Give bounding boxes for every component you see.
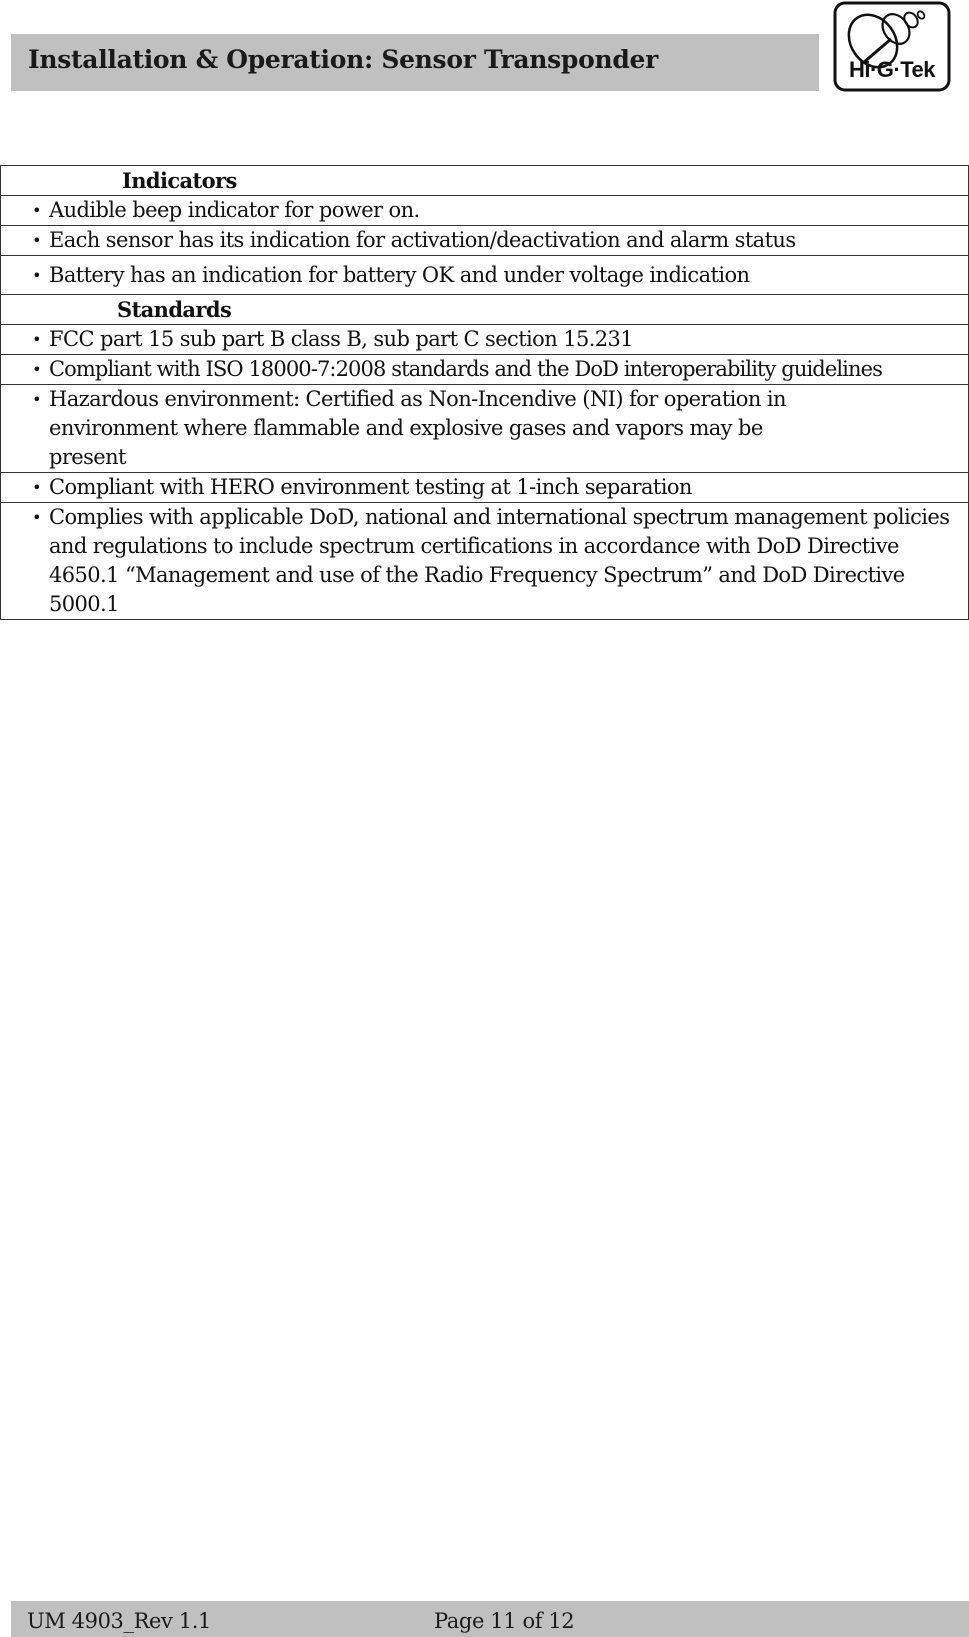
bullet-icon: • <box>32 265 41 285</box>
bullet-icon: • <box>32 201 41 220</box>
section-heading-indicators: Indicators <box>122 168 237 193</box>
table-row <box>1 256 969 295</box>
section-heading-row <box>1 166 969 196</box>
page-number: Page 11 of 12 <box>434 1609 575 1633</box>
table-cell <box>1 385 969 473</box>
list-item: Compliant with ISO 18000-7:2008 standards and the DoD interoperability guidelines <box>49 357 883 381</box>
table-row <box>1 473 969 503</box>
document-id: UM 4903_Rev 1.1 <box>27 1609 211 1633</box>
table-cell <box>1 503 969 620</box>
list-item: Hazardous environment: Certified as Non-Incendive (NI) for operation in environment where flammable and explosive gases and vapors may be present <box>49 387 786 469</box>
footer-bar <box>11 1601 969 1637</box>
table-cell <box>1 196 969 226</box>
bullet-icon: • <box>32 360 41 379</box>
page-title: Installation & Operation: Sensor Transponder <box>28 45 658 74</box>
table-row <box>1 385 969 473</box>
hi-g-tek-logo <box>833 1 951 92</box>
table-row <box>1 503 969 620</box>
bullet-icon: • <box>32 231 41 250</box>
list-item: Complies with applicable DoD, national and international spectrum management policies and regulations to include spectrum certifications in accordance with DoD Directive 4650.1 “Management and use of the Radio Frequency Spectrum” and DoD Directive 5000.1 <box>49 505 950 616</box>
table-cell <box>1 473 969 503</box>
table-row <box>1 355 969 385</box>
list-item: Audible beep indicator for power on. <box>49 198 420 222</box>
table-cell <box>1 355 969 385</box>
list-item: Compliant with HERO environment testing at 1-inch separation <box>49 475 692 499</box>
table-cell <box>1 256 969 295</box>
section-heading-standards: Standards <box>117 297 232 322</box>
table-row <box>1 325 969 355</box>
list-item: Battery has an indication for battery OK and under voltage indication <box>49 262 750 287</box>
table-row <box>1 226 969 256</box>
section-heading-row <box>1 295 969 325</box>
bullet-icon: • <box>32 330 41 349</box>
header-bar <box>11 34 819 91</box>
table-cell <box>1 325 969 355</box>
table-row <box>1 196 969 226</box>
table-cell <box>1 226 969 256</box>
spec-table <box>0 165 969 620</box>
bullet-icon: • <box>32 390 41 409</box>
bullet-icon: • <box>32 508 41 527</box>
list-item: FCC part 15 sub part B class B, sub part C section 15.231 <box>49 327 634 351</box>
section-heading-cell <box>1 166 969 196</box>
bullet-icon: • <box>32 478 41 497</box>
section-heading-cell <box>1 295 969 325</box>
logo-text: Hi·G·Tek <box>848 57 936 82</box>
list-item: Each sensor has its indication for activation/deactivation and alarm status <box>49 228 796 252</box>
